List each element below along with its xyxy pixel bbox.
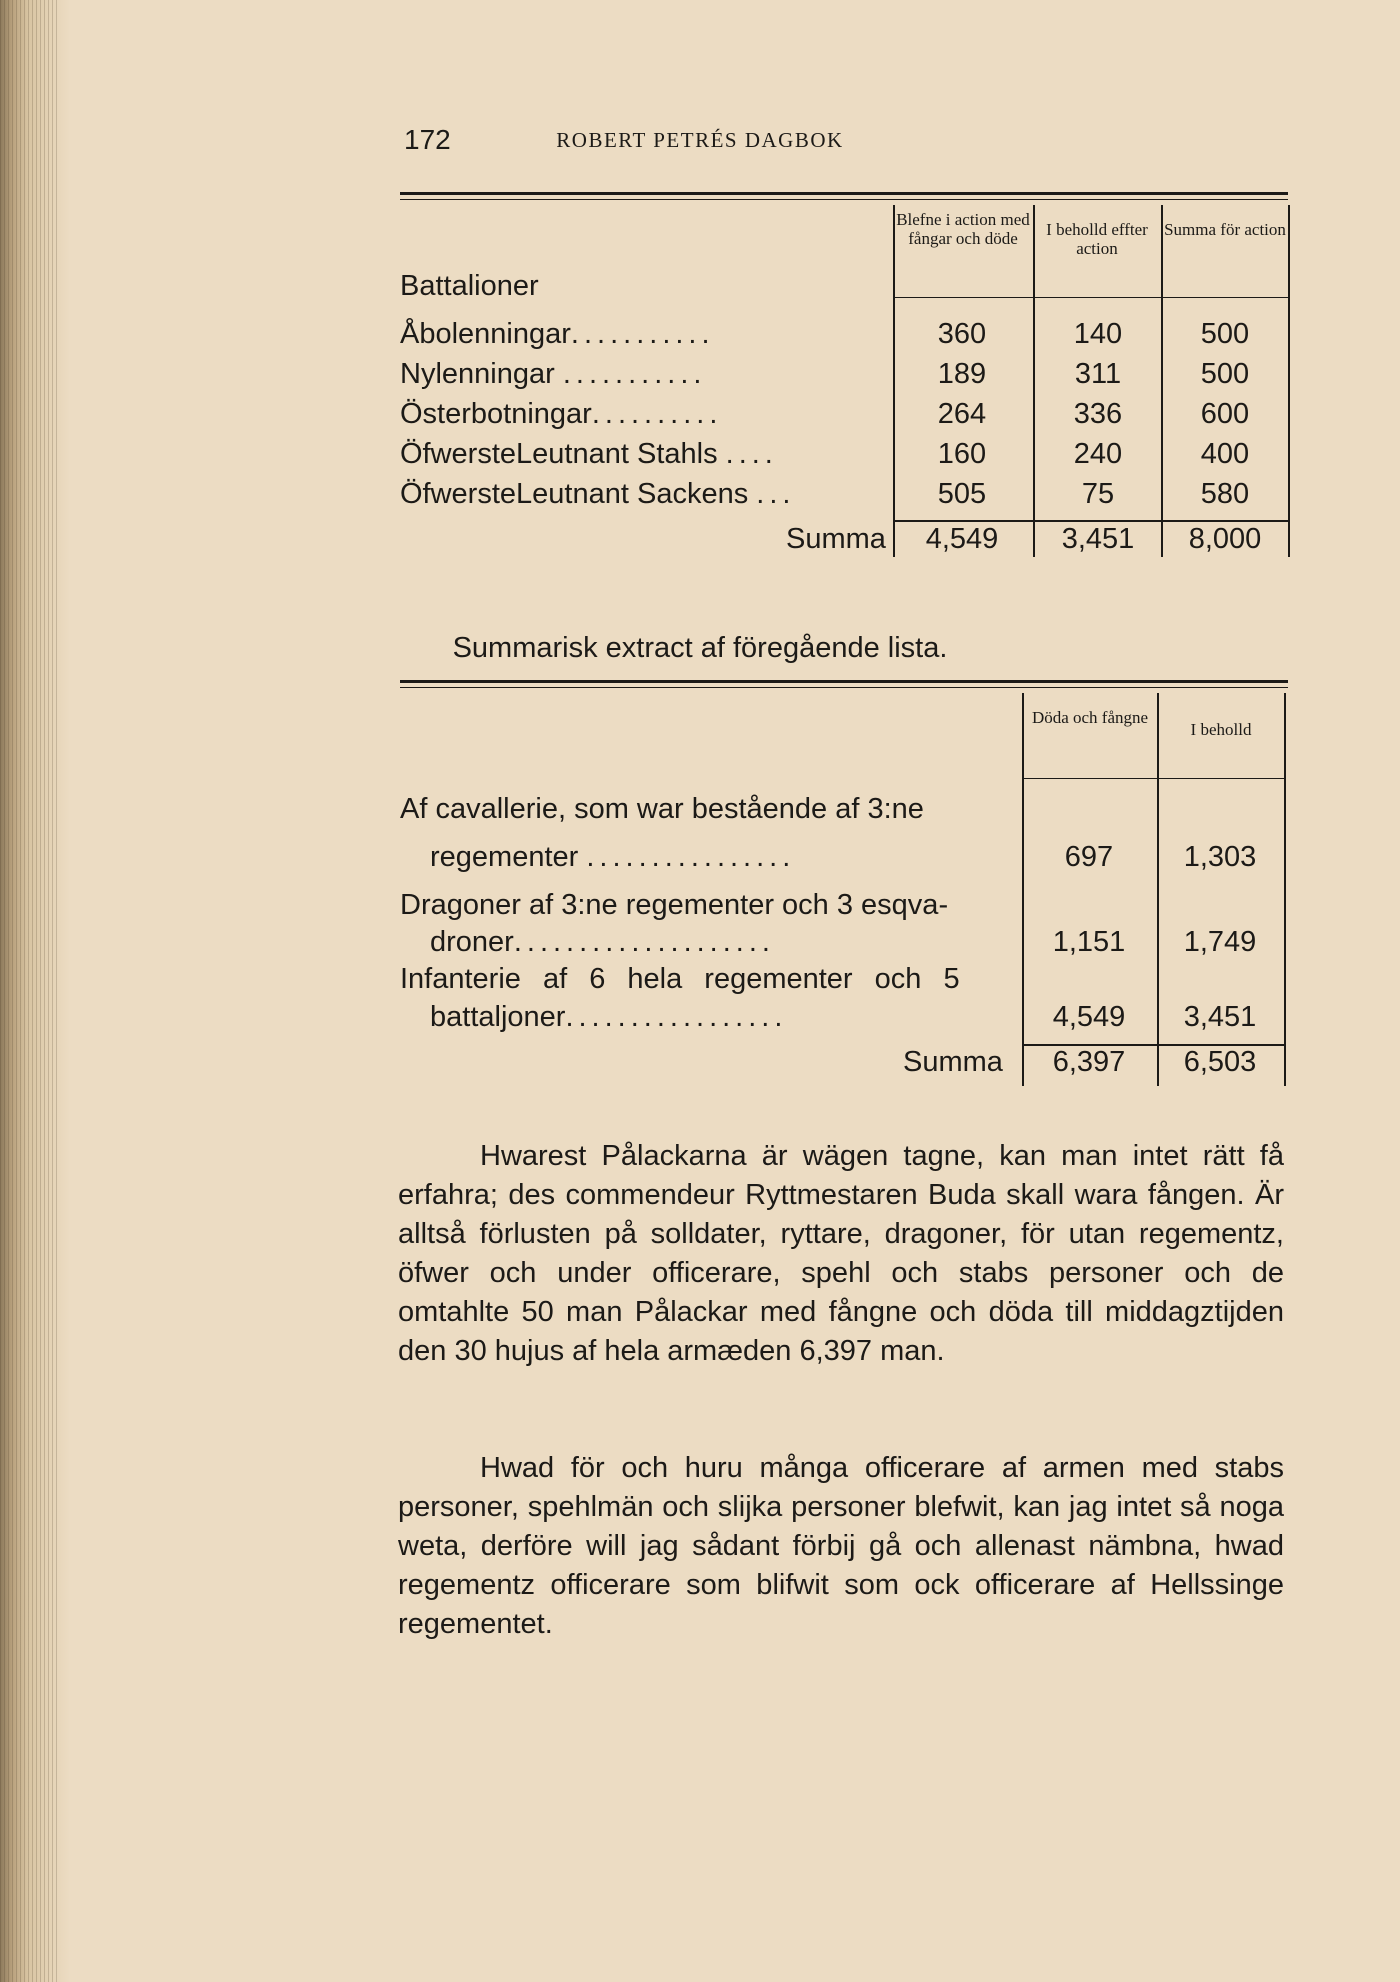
cell-value: 1,151 <box>1052 926 1126 958</box>
cell-value: 697 <box>1064 841 1114 873</box>
running-title-text: ROBERT PETRÉS DAGBOK <box>556 128 844 152</box>
cell-value: 311 <box>1074 358 1122 390</box>
table2-top-rule-thin <box>400 687 1288 688</box>
paragraph-text: Hwad för och huru många officerare af armen med stabs personer, spehlmän och slijka personer blefwit, kan jag intet så noga weta, derföre will jag sådant förbij gå och allenast nämbna, hwad regementz officerare som blifwit som ock officerare af Hellssinge regementet. <box>398 1452 1284 1640</box>
cell-value: 160 <box>937 438 987 470</box>
row-label-line1: Infanterie af 6 hela regementer och 5 <box>400 963 960 995</box>
total-value: 8,000 <box>1188 523 1262 555</box>
row-label-line1: Af cavallerie, som war bestående af 3:ne <box>400 793 924 825</box>
page-number: 172 <box>404 124 451 155</box>
row-label-line1: Dragoner af 3:ne regementer och 3 esqva- <box>400 889 949 921</box>
table1-divider-1 <box>893 205 895 557</box>
cell-value: 500 <box>1200 358 1250 390</box>
table2-header-rule <box>1022 778 1284 779</box>
cell-value: 336 <box>1073 398 1123 430</box>
table1-row-header: Battalioner <box>400 270 539 302</box>
row-label: Nylenningar ........... <box>400 358 707 390</box>
row-label: Åbolenningar........... <box>400 318 715 350</box>
book-spine-gutter <box>0 0 70 1982</box>
total-label: Summa <box>786 523 886 555</box>
total-value: 6,503 <box>1183 1046 1257 1078</box>
table1-sum-rule <box>893 520 1288 522</box>
total-value: 4,549 <box>925 523 999 555</box>
cell-value: 580 <box>1200 478 1250 510</box>
paragraph-text: Hwarest Pålackarna är wägen tagne, kan man intet rätt få erfahra; des commendeur Ryttmestaren Buda skall wara fången. Är alltså förlusten på solldater, ryttare, dragoner, för utan regementz, öfwer och under officerare, spehl och stabs personer och de omtahlte 50 man Pålackar med fångne och döda till middagztijden den 30 hujus af hela armæden 6,397 man. <box>398 1140 1284 1367</box>
cell-value: 75 <box>1081 478 1115 510</box>
cell-value: 4,549 <box>1052 1001 1126 1033</box>
total-value: 6,397 <box>1052 1046 1126 1078</box>
row-label-line2: regementer ................ <box>430 841 796 873</box>
row-label-line2: droner.................... <box>430 926 775 958</box>
table2-top-rule <box>400 680 1288 683</box>
total-label: Summa <box>903 1046 1003 1078</box>
cell-value: 1,303 <box>1183 841 1257 873</box>
table1-col-header-3: Summa för action <box>1164 220 1286 239</box>
table1-top-rule-thin <box>400 199 1288 200</box>
cell-value: 3,451 <box>1183 1001 1257 1033</box>
table-caption: Summarisk extract af föregående lista. <box>452 632 948 664</box>
table1-header-rule <box>893 297 1288 298</box>
row-label-line2: battaljoner................. <box>430 1001 788 1033</box>
table1-col-header-1: Blefne i action med fångar och döde <box>896 210 1030 248</box>
total-value: 3,451 <box>1061 523 1135 555</box>
cell-value: 505 <box>937 478 987 510</box>
row-label: ÖfwersteLeutnant Stahls .... <box>400 438 778 470</box>
cell-value: 264 <box>937 398 987 430</box>
cell-value: 1,749 <box>1183 926 1257 958</box>
cell-value: 400 <box>1200 438 1250 470</box>
cell-value: 140 <box>1073 318 1123 350</box>
body-paragraph-2 <box>398 1449 1284 1644</box>
table2-col-header-1: Döda och fångne <box>1031 708 1149 727</box>
cell-value: 189 <box>937 358 987 390</box>
cell-value: 500 <box>1200 318 1250 350</box>
row-label: ÖfwersteLeutnant Sackens ... <box>400 478 796 510</box>
cell-value: 360 <box>937 318 987 350</box>
cell-value: 600 <box>1200 398 1250 430</box>
table1-top-rule <box>400 192 1288 195</box>
body-paragraph-1 <box>398 1137 1284 1371</box>
cell-value: 240 <box>1073 438 1123 470</box>
row-label: Österbotningar.......... <box>400 398 723 430</box>
table2-col-header-2: I beholld <box>1190 720 1252 739</box>
table1-col-header-2: I beholld effter action <box>1046 220 1148 258</box>
